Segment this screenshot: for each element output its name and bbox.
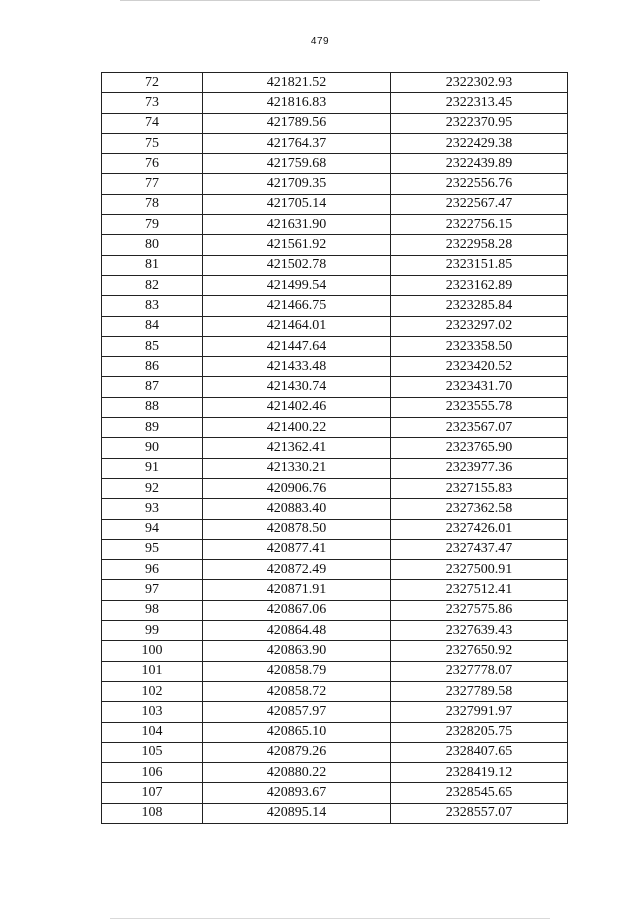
x-coordinate-cell: 421464.01: [203, 316, 391, 336]
x-coordinate-cell: 420858.79: [203, 661, 391, 681]
table-row: [102, 275, 568, 295]
table-row: [102, 235, 568, 255]
table-row: [102, 539, 568, 559]
y-coordinate-cell: 2323162.89: [391, 275, 568, 295]
y-coordinate-cell: 2323555.78: [391, 397, 568, 417]
y-coordinate-cell: 2327650.92: [391, 641, 568, 661]
table-row: [102, 397, 568, 417]
x-coordinate-cell: 420880.22: [203, 763, 391, 783]
point-number-cell: 72: [102, 73, 203, 93]
table-row: [102, 600, 568, 620]
y-coordinate-cell: 2322556.76: [391, 174, 568, 194]
y-coordinate-cell: 2323358.50: [391, 336, 568, 356]
y-coordinate-cell: 2323431.70: [391, 377, 568, 397]
y-coordinate-cell: 2323420.52: [391, 357, 568, 377]
x-coordinate-cell: 420872.49: [203, 560, 391, 580]
point-number-cell: 86: [102, 357, 203, 377]
table-row: [102, 336, 568, 356]
x-coordinate-cell: 421709.35: [203, 174, 391, 194]
y-coordinate-cell: 2322302.93: [391, 73, 568, 93]
point-number-cell: 95: [102, 539, 203, 559]
point-number-cell: 79: [102, 215, 203, 235]
y-coordinate-cell: 2327437.47: [391, 539, 568, 559]
table-row: [102, 702, 568, 722]
x-coordinate-cell: 420879.26: [203, 742, 391, 762]
table-row: [102, 296, 568, 316]
y-coordinate-cell: 2322370.95: [391, 113, 568, 133]
table-row: [102, 499, 568, 519]
table-row: [102, 478, 568, 498]
point-number-cell: 73: [102, 93, 203, 113]
table-row: [102, 681, 568, 701]
y-coordinate-cell: 2328419.12: [391, 763, 568, 783]
y-coordinate-cell: 2323151.85: [391, 255, 568, 275]
table-row: [102, 621, 568, 641]
x-coordinate-cell: 420871.91: [203, 580, 391, 600]
x-coordinate-cell: 420878.50: [203, 519, 391, 539]
y-coordinate-cell: 2327362.58: [391, 499, 568, 519]
x-coordinate-cell: 421447.64: [203, 336, 391, 356]
x-coordinate-cell: 421330.21: [203, 458, 391, 478]
point-number-cell: 93: [102, 499, 203, 519]
table-row: [102, 73, 568, 93]
x-coordinate-cell: 420867.06: [203, 600, 391, 620]
point-number-cell: 83: [102, 296, 203, 316]
x-coordinate-cell: 421631.90: [203, 215, 391, 235]
x-coordinate-cell: 421466.75: [203, 296, 391, 316]
x-coordinate-cell: 421430.74: [203, 377, 391, 397]
point-number-cell: 78: [102, 194, 203, 214]
y-coordinate-cell: 2327639.43: [391, 621, 568, 641]
table-row: [102, 255, 568, 275]
table-row: [102, 560, 568, 580]
point-number-cell: 74: [102, 113, 203, 133]
y-coordinate-cell: 2327575.86: [391, 600, 568, 620]
x-coordinate-cell: 420863.90: [203, 641, 391, 661]
y-coordinate-cell: 2323977.36: [391, 458, 568, 478]
x-coordinate-cell: 421816.83: [203, 93, 391, 113]
table-row: [102, 93, 568, 113]
table-row: [102, 722, 568, 742]
coordinate-table: [101, 72, 568, 824]
x-coordinate-cell: 420893.67: [203, 783, 391, 803]
table-row: [102, 438, 568, 458]
y-coordinate-cell: 2322958.28: [391, 235, 568, 255]
y-coordinate-cell: 2323765.90: [391, 438, 568, 458]
point-number-cell: 101: [102, 661, 203, 681]
table-row: [102, 154, 568, 174]
y-coordinate-cell: 2322756.15: [391, 215, 568, 235]
x-coordinate-cell: 421764.37: [203, 133, 391, 153]
point-number-cell: 81: [102, 255, 203, 275]
y-coordinate-cell: 2328407.65: [391, 742, 568, 762]
table-row: [102, 113, 568, 133]
table-row: [102, 763, 568, 783]
table-row: [102, 316, 568, 336]
table-row: [102, 357, 568, 377]
point-number-cell: 106: [102, 763, 203, 783]
table-row: [102, 803, 568, 823]
x-coordinate-cell: 420858.72: [203, 681, 391, 701]
x-coordinate-cell: 420864.48: [203, 621, 391, 641]
point-number-cell: 80: [102, 235, 203, 255]
point-number-cell: 89: [102, 418, 203, 438]
scan-edge-bottom: [110, 918, 550, 919]
point-number-cell: 100: [102, 641, 203, 661]
point-number-cell: 97: [102, 580, 203, 600]
point-number-cell: 77: [102, 174, 203, 194]
y-coordinate-cell: 2323297.02: [391, 316, 568, 336]
x-coordinate-cell: 420877.41: [203, 539, 391, 559]
x-coordinate-cell: 421362.41: [203, 438, 391, 458]
point-number-cell: 75: [102, 133, 203, 153]
table-row: [102, 215, 568, 235]
table-row: [102, 133, 568, 153]
x-coordinate-cell: 420857.97: [203, 702, 391, 722]
point-number-cell: 76: [102, 154, 203, 174]
x-coordinate-cell: 421499.54: [203, 275, 391, 295]
table-row: [102, 194, 568, 214]
y-coordinate-cell: 2328557.07: [391, 803, 568, 823]
table-row: [102, 458, 568, 478]
point-number-cell: 107: [102, 783, 203, 803]
point-number-cell: 103: [102, 702, 203, 722]
y-coordinate-cell: 2327991.97: [391, 702, 568, 722]
x-coordinate-cell: 421400.22: [203, 418, 391, 438]
x-coordinate-cell: 421561.92: [203, 235, 391, 255]
y-coordinate-cell: 2328205.75: [391, 722, 568, 742]
x-coordinate-cell: 420865.10: [203, 722, 391, 742]
point-number-cell: 87: [102, 377, 203, 397]
x-coordinate-cell: 420895.14: [203, 803, 391, 823]
point-number-cell: 90: [102, 438, 203, 458]
x-coordinate-cell: 421705.14: [203, 194, 391, 214]
point-number-cell: 82: [102, 275, 203, 295]
x-coordinate-cell: 421821.52: [203, 73, 391, 93]
y-coordinate-cell: 2322429.38: [391, 133, 568, 153]
x-coordinate-cell: 421402.46: [203, 397, 391, 417]
y-coordinate-cell: 2327426.01: [391, 519, 568, 539]
table-row: [102, 377, 568, 397]
y-coordinate-cell: 2322439.89: [391, 154, 568, 174]
page-number: 479: [310, 36, 330, 47]
table-row: [102, 742, 568, 762]
y-coordinate-cell: 2327500.91: [391, 560, 568, 580]
y-coordinate-cell: 2327789.58: [391, 681, 568, 701]
y-coordinate-cell: 2327155.83: [391, 478, 568, 498]
point-number-cell: 94: [102, 519, 203, 539]
point-number-cell: 99: [102, 621, 203, 641]
coordinate-table-body: [102, 73, 568, 824]
table-row: [102, 580, 568, 600]
point-number-cell: 85: [102, 336, 203, 356]
x-coordinate-cell: 421759.68: [203, 154, 391, 174]
point-number-cell: 104: [102, 722, 203, 742]
x-coordinate-cell: 420883.40: [203, 499, 391, 519]
point-number-cell: 91: [102, 458, 203, 478]
point-number-cell: 108: [102, 803, 203, 823]
point-number-cell: 92: [102, 478, 203, 498]
point-number-cell: 102: [102, 681, 203, 701]
scan-edge-top: [120, 0, 540, 1]
y-coordinate-cell: 2327778.07: [391, 661, 568, 681]
y-coordinate-cell: 2323567.07: [391, 418, 568, 438]
y-coordinate-cell: 2322567.47: [391, 194, 568, 214]
y-coordinate-cell: 2327512.41: [391, 580, 568, 600]
point-number-cell: 88: [102, 397, 203, 417]
table-row: [102, 641, 568, 661]
x-coordinate-cell: 420906.76: [203, 478, 391, 498]
point-number-cell: 98: [102, 600, 203, 620]
x-coordinate-cell: 421789.56: [203, 113, 391, 133]
table-row: [102, 519, 568, 539]
y-coordinate-cell: 2322313.45: [391, 93, 568, 113]
y-coordinate-cell: 2323285.84: [391, 296, 568, 316]
table-row: [102, 783, 568, 803]
point-number-cell: 96: [102, 560, 203, 580]
x-coordinate-cell: 421502.78: [203, 255, 391, 275]
table-row: [102, 174, 568, 194]
point-number-cell: 84: [102, 316, 203, 336]
x-coordinate-cell: 421433.48: [203, 357, 391, 377]
table-row: [102, 661, 568, 681]
table-row: [102, 418, 568, 438]
y-coordinate-cell: 2328545.65: [391, 783, 568, 803]
point-number-cell: 105: [102, 742, 203, 762]
